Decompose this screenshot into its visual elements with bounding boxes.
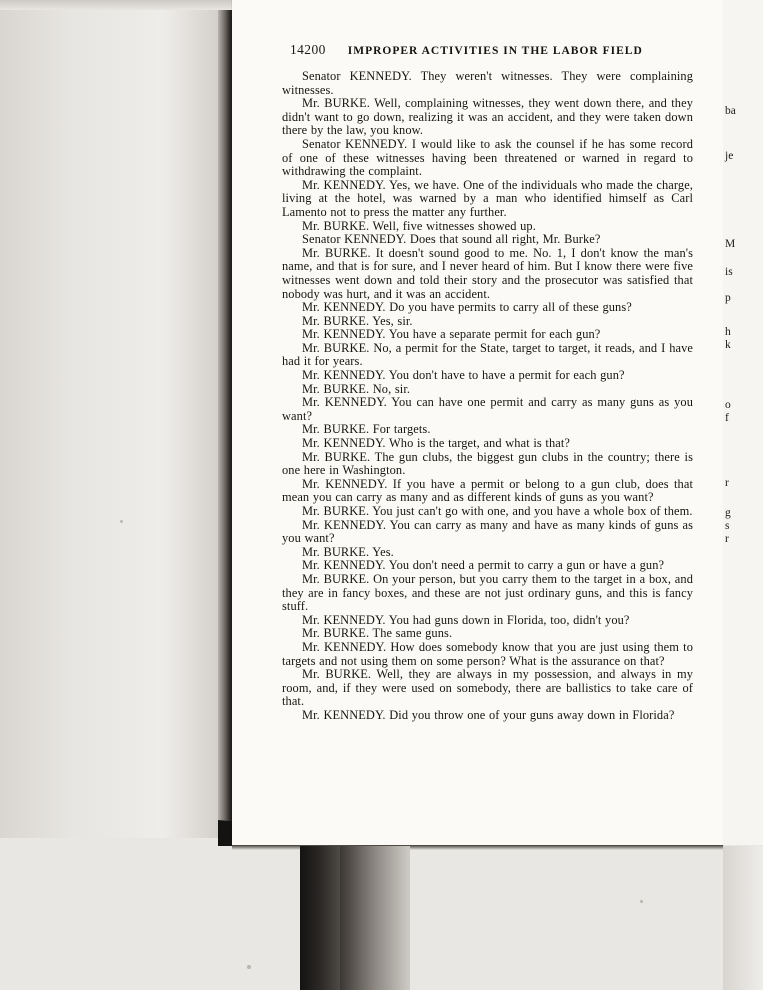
transcript-paragraph: Mr. BURKE. No, sir.	[302, 381, 411, 396]
adjacent-page-fragment: ba	[725, 105, 736, 117]
document-sheet	[232, 0, 723, 845]
transcript-paragraph: Mr. KENNEDY. You don't need a permit to carry a gun or have a gun?	[302, 558, 665, 573]
page-header	[232, 42, 723, 58]
transcript-paragraph: Mr. BURKE. The same guns.	[302, 626, 453, 641]
adjacent-page-fragment: p	[725, 292, 731, 304]
transcript-paragraph: Mr. KENNEDY. You can have one permit and carry as many guns as you want?	[282, 395, 693, 423]
scan-smudge-top-left	[0, 0, 232, 10]
transcript-paragraph: Mr. BURKE. Well, they are always in my possession, and always in my room, and, if they were used on somebody, there are ballistics to take care of that.	[282, 667, 693, 709]
transcript-paragraph: Senator KENNEDY. They weren't witnesses. They were complaining witnesses.	[282, 69, 693, 97]
adjacent-page-fragment: je	[725, 150, 734, 162]
transcript-paragraph: Mr. KENNEDY. Who is the target, and what is that?	[302, 436, 570, 451]
adjacent-page-text-fragments	[723, 0, 763, 845]
running-head-title: IMPROPER ACTIVITIES IN THE LABOR FIELD	[347, 45, 643, 57]
adjacent-page-fragment: r	[725, 533, 729, 545]
scan-speck	[640, 900, 643, 903]
adjacent-page-fragment: h	[725, 326, 731, 338]
adjacent-page-strip	[723, 0, 763, 845]
transcript-paragraph: Mr. KENNEDY. Yes, we have. One of the individuals who made the charge, living at the hotel, was warned by a man who identified himself as Carl Lamento not to press the matter any further.	[282, 177, 693, 219]
scan-speck	[247, 965, 251, 969]
adjacent-page-fragment: r	[725, 477, 729, 489]
adjacent-page-fragment: k	[725, 339, 731, 351]
scan-speck	[120, 520, 123, 523]
scan-smudge-column-gradient	[340, 846, 410, 990]
adjacent-page-fragment: o	[725, 399, 731, 411]
transcript-paragraph: Mr. BURKE. Well, complaining witnesses, they went down there, and they didn't want to go down, realizing it was an accident, and they were taken down there by the law, you know.	[282, 96, 693, 138]
transcript-paragraph: Mr. KENNEDY. Do you have permits to carry all of these guns?	[302, 300, 632, 315]
scan-smudge-column	[300, 846, 340, 990]
adjacent-page-fragment: is	[725, 266, 733, 278]
transcript-paragraph: Mr. BURKE. On your person, but you carry them to the target in a box, and they are in fancy boxes, and these are not just ordinary guns, and this is fancy stuff.	[282, 571, 693, 614]
transcript-paragraph: Mr. BURKE. Yes.	[302, 544, 394, 559]
transcript-paragraph: Mr. BURKE. The gun clubs, the biggest gun clubs in the country; there is one here in Washington.	[282, 449, 693, 478]
transcript-body	[232, 70, 723, 723]
adjacent-page-fragment: M	[725, 238, 736, 250]
transcript-paragraph: Mr. BURKE. No, a permit for the State, target to target, it reads, and I have had it for years.	[282, 340, 693, 369]
transcript-paragraph: Mr. KENNEDY. You can carry as many and have as many kinds of guns as you want?	[282, 517, 693, 546]
adjacent-page-fragment: g	[725, 507, 731, 519]
transcript-paragraph: Mr. BURKE. Well, five witnesses showed up.	[302, 218, 536, 233]
transcript-paragraph: Mr. KENNEDY. You have a separate permit for each gun?	[302, 327, 601, 342]
transcript-paragraph: Mr. KENNEDY. If you have a permit or belong to a gun club, does that mean you can carry as many and as different kinds of guns as you want?	[282, 476, 693, 505]
adjacent-page-fragment: s	[725, 520, 730, 532]
transcript-paragraph: Mr. KENNEDY. Did you throw one of your guns away down in Florida?	[302, 707, 675, 722]
transcript-paragraph: Mr. KENNEDY. You don't have to have a permit for each gun?	[302, 368, 625, 383]
transcript-paragraph: Mr. KENNEDY. How does somebody know that you are just using them to targets and not using them on some person? What is the assurance on that?	[282, 639, 693, 668]
transcript-paragraph: Senator KENNEDY. I would like to ask the counsel if he has some record of one of these witnesses having been threatened or warned in regard to withdrawing the complaint.	[282, 136, 693, 179]
transcript-paragraph: Senator KENNEDY. Does that sound all right, Mr. Burke?	[302, 232, 601, 247]
scan-smudge-right-bar	[723, 846, 763, 990]
adjacent-page-fragment: f	[725, 412, 729, 424]
transcript-paragraph: Mr. BURKE. You just can't go with one, and you have a whole box of them.	[302, 504, 693, 518]
page-number: 14200	[290, 42, 326, 57]
transcript-paragraph: Mr. KENNEDY. You had guns down in Florida, too, didn't you?	[302, 612, 630, 627]
transcript-paragraph: Mr. BURKE. Yes, sir.	[302, 313, 413, 328]
transcript-paragraph: Mr. BURKE. For targets.	[302, 422, 431, 437]
transcript-paragraph: Mr. BURKE. It doesn't sound good to me. No. 1, I don't know the man's name, and that is for sure, and I never heard of him. But I know there were five witnesses went down and told their story and the prosecutor was satisfied that nobody was hurt, and it was an accident.	[282, 245, 693, 301]
